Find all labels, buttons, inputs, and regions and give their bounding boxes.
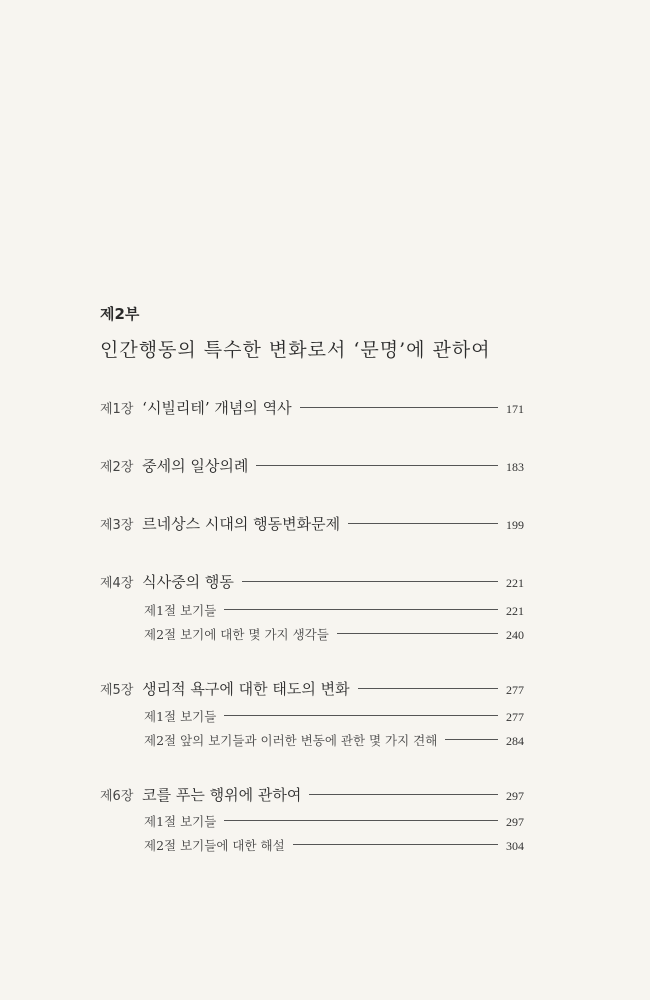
dot-leader (300, 407, 498, 408)
toc-section-6-2[interactable] (144, 836, 524, 854)
toc-section-5-2[interactable] (144, 731, 524, 749)
page-number: 297 (506, 815, 524, 829)
toc-chapter-2[interactable] (100, 455, 524, 476)
section-title: 보기들 (180, 709, 217, 724)
page-number: 183 (506, 460, 524, 474)
dot-leader (445, 739, 498, 740)
section-number: 제2절 (144, 627, 177, 642)
toc-entry-label (144, 625, 329, 643)
section-number: 제1절 (144, 709, 177, 724)
chapter-number: 제5장 (100, 683, 134, 698)
page-number: 199 (506, 518, 524, 532)
dot-leader (337, 633, 498, 634)
section-number: 제1절 (144, 603, 177, 618)
toc-chapter-4[interactable] (100, 571, 524, 592)
dot-leader (224, 820, 498, 821)
toc-entry-label (144, 836, 285, 854)
toc-entry-label (144, 812, 216, 830)
chapter-title: 생리적 욕구에 대한 태도의 변화 (142, 680, 350, 698)
chapter-title: 르네상스 시대의 행동변화문제 (142, 515, 341, 533)
page-number: 297 (506, 789, 524, 803)
toc-section-5-1[interactable] (144, 707, 524, 725)
chapter-number: 제3장 (100, 518, 134, 533)
toc-entry-label (100, 513, 340, 534)
chapter-title: 코를 푸는 행위에 관하여 (142, 786, 302, 804)
dot-leader (224, 609, 498, 610)
part-label: 제2부 (100, 305, 140, 323)
toc-chapter-5[interactable] (100, 678, 524, 699)
toc-chapter-6[interactable] (100, 784, 524, 805)
toc-entry-label (100, 397, 292, 418)
section-title: 보기들에 대한 해설 (180, 838, 285, 853)
page-number: 221 (506, 604, 524, 618)
section-number: 제1절 (144, 814, 177, 829)
chapter-title: ‘시빌리테’ 개념의 역사 (142, 399, 292, 417)
page-number: 277 (506, 710, 524, 724)
toc-chapter-3[interactable] (100, 513, 524, 534)
chapter-title: 중세의 일상의례 (142, 457, 249, 475)
toc-section-6-1[interactable] (144, 812, 524, 830)
toc-entry-label (100, 455, 248, 476)
page-number: 277 (506, 683, 524, 697)
part-title: 인간행동의 특수한 변화로서 ‘문명’에 관하여 (100, 339, 491, 361)
toc-entry-label (100, 571, 234, 592)
toc-entry-label (144, 601, 216, 619)
chapter-number: 제6장 (100, 789, 134, 804)
toc-section-4-2[interactable] (144, 625, 524, 643)
dot-leader (348, 523, 498, 524)
dot-leader (256, 465, 498, 466)
dot-leader (242, 581, 498, 582)
page-number: 284 (506, 734, 524, 748)
toc-entry-label (100, 784, 301, 805)
section-number: 제2절 (144, 733, 177, 748)
section-number: 제2절 (144, 838, 177, 853)
section-title: 보기에 대한 몇 가지 생각들 (180, 627, 329, 642)
chapter-number: 제1장 (100, 402, 134, 417)
section-title: 보기들 (180, 603, 217, 618)
chapter-number: 제2장 (100, 460, 134, 475)
chapter-title: 식사중의 행동 (142, 573, 234, 591)
toc-section-4-1[interactable] (144, 601, 524, 619)
toc-entry-label (144, 731, 437, 749)
page-number: 171 (506, 402, 524, 416)
dot-leader (224, 715, 498, 716)
chapter-number: 제4장 (100, 576, 134, 591)
dot-leader (293, 844, 498, 845)
section-title: 앞의 보기들과 이러한 변동에 관한 몇 가지 견해 (180, 733, 438, 748)
page-number: 221 (506, 576, 524, 590)
toc-chapter-1[interactable] (100, 397, 524, 418)
toc-entry-label (100, 678, 350, 699)
page-number: 304 (506, 839, 524, 853)
dot-leader (309, 794, 498, 795)
section-title: 보기들 (180, 814, 217, 829)
dot-leader (358, 688, 498, 689)
page-number: 240 (506, 628, 524, 642)
toc-entry-label (144, 707, 216, 725)
